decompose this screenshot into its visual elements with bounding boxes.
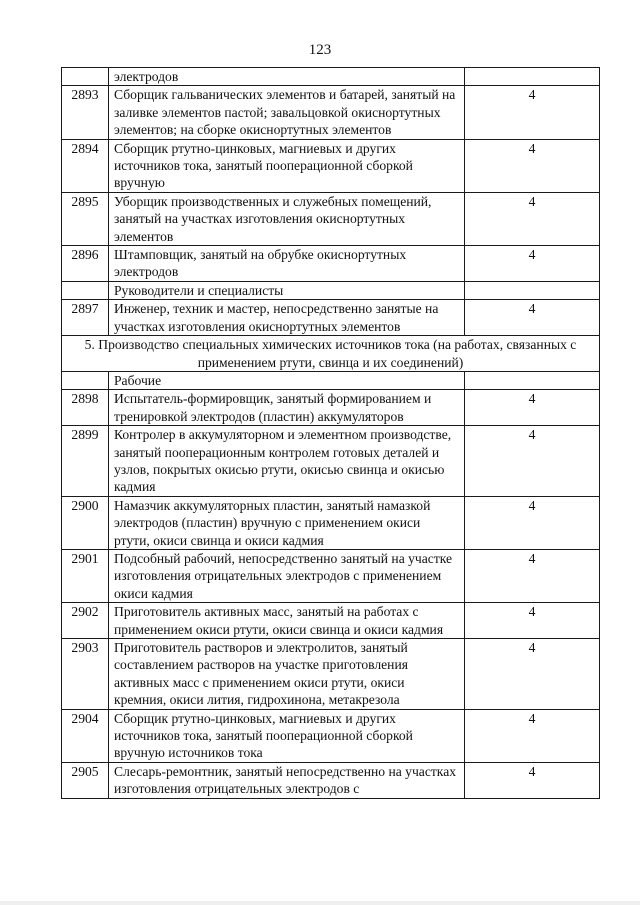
row-value: 4 — [465, 300, 600, 336]
document-table — [61, 67, 600, 799]
row-number: 2894 — [62, 139, 109, 192]
row-number: 2900 — [62, 496, 109, 549]
page-number: 123 — [308, 42, 332, 58]
table-row — [62, 300, 600, 336]
row-number: 2904 — [62, 709, 109, 762]
row-description: Сборщик ртутно-цинковых, магниевых и других источников тока, занятый пооперационной сборкой вручную источников тока — [109, 709, 465, 762]
row-number: 2905 — [62, 762, 109, 798]
row-value: 4 — [465, 709, 600, 762]
row-description: Подсобный рабочий, непосредственно занятый на участке изготовления отрицательных электродов с применением окиси кадмия — [109, 549, 465, 602]
table-row — [62, 192, 600, 245]
row-value — [465, 68, 600, 86]
row-value: 4 — [465, 762, 600, 798]
row-number: 2893 — [62, 86, 109, 139]
row-description: Сборщик ртутно-цинковых, магниевых и других источников тока, занятый пооперационной сборкой вручную — [109, 139, 465, 192]
row-description: Слесарь-ремонтник, занятый непосредственно на участках изготовления отрицательных электродов с — [109, 762, 465, 798]
table-row — [62, 762, 600, 798]
row-description: Испытатель-формировщик, занятый формированием и тренировкой электродов (пластин) аккумуляторов — [109, 390, 465, 426]
row-description: Намазчик аккумуляторных пластин, занятый намазкой электродов (пластин) вручную с применением окиси ртути, окиси свинца и окиси кадмия — [109, 496, 465, 549]
row-number: 2898 — [62, 390, 109, 426]
table-row — [62, 496, 600, 549]
row-number: 2895 — [62, 192, 109, 245]
row-number: 2902 — [62, 603, 109, 639]
table-row — [62, 709, 600, 762]
table-row — [62, 426, 600, 497]
scan-edge — [0, 901, 640, 905]
row-description: Сборщик гальванических элементов и батарей, занятый на заливке элементов пастой; завальцовкой окиснортутных элементов; на сборке окиснортутных элементов — [109, 86, 465, 139]
row-description: Штамповщик, занятый на обрубке окиснортутных электродов — [109, 246, 465, 282]
table-row — [62, 639, 600, 710]
row-value: 4 — [465, 246, 600, 282]
row-number: 2903 — [62, 639, 109, 710]
row-value: 4 — [465, 426, 600, 497]
row-number: 2897 — [62, 300, 109, 336]
row-number — [62, 371, 109, 389]
row-value: 4 — [465, 496, 600, 549]
row-value: 4 — [465, 639, 600, 710]
row-number: 2899 — [62, 426, 109, 497]
row-value: 4 — [465, 390, 600, 426]
table-row — [62, 390, 600, 426]
row-description: Рабочие — [109, 371, 465, 389]
section-heading: 5. Производство специальных химических источников тока (на работах, связанных с применением ртути, свинца и их соединений) — [62, 336, 600, 372]
row-description: Инженер, техник и мастер, непосредственно занятые на участках изготовления окиснортутных элементов — [109, 300, 465, 336]
section-heading-row — [62, 336, 600, 372]
row-value: 4 — [465, 139, 600, 192]
table-body — [62, 68, 600, 799]
row-description: Приготовитель растворов и электролитов, занятый составлением растворов на участке приготовления активных масс с применением окиси ртути, окиси кремния, окиси лития, гидрохинона, метакрезола — [109, 639, 465, 710]
row-number — [62, 68, 109, 86]
row-number: 2896 — [62, 246, 109, 282]
row-description: Приготовитель активных масс, занятый на работах с применением окиси ртути, окиси свинца и окиси кадмия — [109, 603, 465, 639]
row-value: 4 — [465, 603, 600, 639]
table-row — [62, 68, 600, 86]
row-description: электродов — [109, 68, 465, 86]
row-value: 4 — [465, 86, 600, 139]
row-value — [465, 371, 600, 389]
row-number: 2901 — [62, 549, 109, 602]
row-number — [62, 281, 109, 299]
row-value: 4 — [465, 192, 600, 245]
table-row — [62, 371, 600, 389]
table-row — [62, 281, 600, 299]
table-row — [62, 86, 600, 139]
table-row — [62, 246, 600, 282]
row-value: 4 — [465, 549, 600, 602]
row-description: Руководители и специалисты — [109, 281, 465, 299]
row-description: Уборщик производственных и служебных помещений, занятый на участках изготовления окиснортутных элементов — [109, 192, 465, 245]
row-value — [465, 281, 600, 299]
table-row — [62, 603, 600, 639]
table-row — [62, 549, 600, 602]
table-row — [62, 139, 600, 192]
row-description: Контролер в аккумуляторном и элементном производстве, занятый пооперационным контролем готовых деталей и узлов, покрытых окисью ртути, окисью свинца и окисью кадмия — [109, 426, 465, 497]
